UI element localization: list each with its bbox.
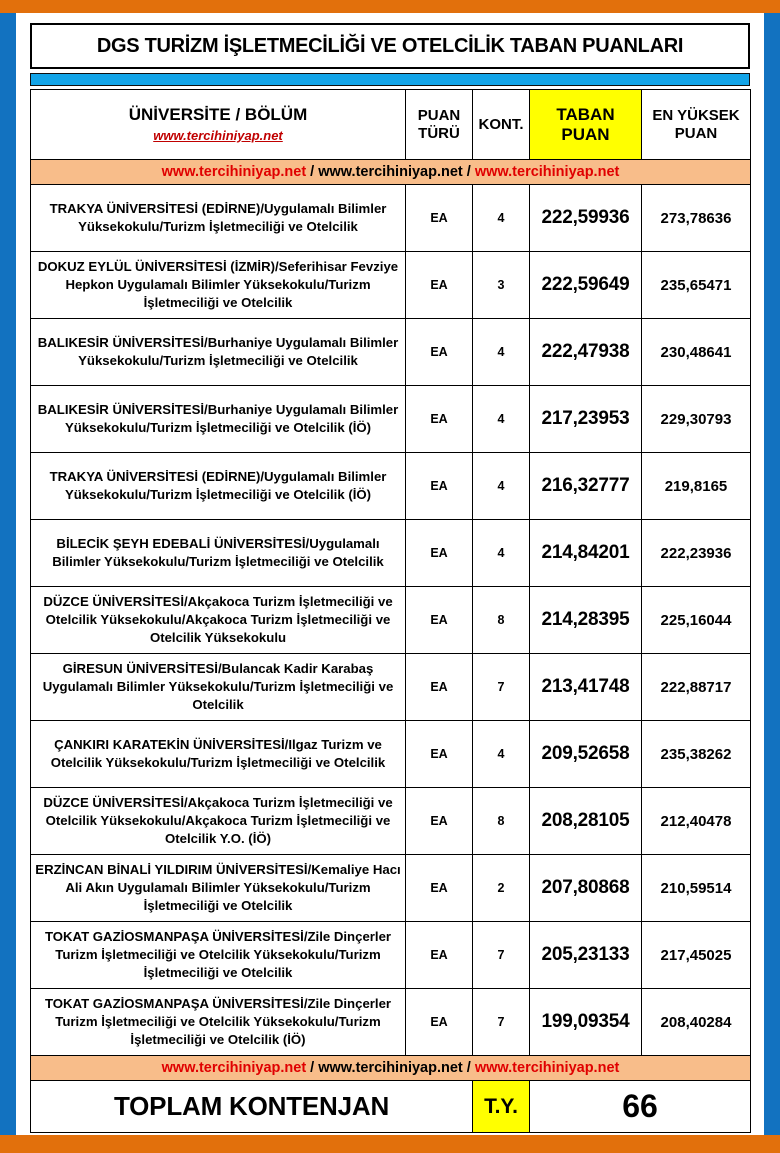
promo-url-red-2: www.tercihiniyap.net — [474, 164, 620, 180]
column-header-base-score — [530, 90, 642, 160]
promo-band-top-cell — [31, 160, 751, 185]
table-row — [31, 520, 751, 587]
promo-url-red-1: www.tercihiniyap.net — [161, 164, 307, 180]
cell-university: GİRESUN ÜNİVERSİTESİ/Bulancak Kadir Karabaş Uygulamalı Bilimler Yüksekokulu/Turizm İşletmeciliği ve Otelcilik — [31, 654, 406, 721]
table-row — [31, 788, 751, 855]
promo-sep-1: / — [306, 164, 319, 180]
scores-table — [30, 89, 751, 1133]
cell-max-score: 217,45025 — [642, 922, 751, 989]
decorative-top-band — [0, 0, 780, 13]
cell-university: BİLECİK ŞEYH EDEBALİ ÜNİVERSİTESİ/Uygulamalı Bilimler Yüksekokulu/Turizm İşletmeciliği ve Otelcilik — [31, 520, 406, 587]
promo-band-top-text — [162, 1060, 620, 1076]
cell-max-score: 208,40284 — [642, 989, 751, 1056]
promo-sep-2: / — [462, 1060, 475, 1076]
cell-quota: 7 — [473, 989, 530, 1056]
cell-university: ERZİNCAN BİNALİ YILDIRIM ÜNİVERSİTESİ/Kemaliye Hacı Ali Akın Uygulamalı Bilimler Yüksekokulu/Turizm İşletmeciliği ve Otelcilik — [31, 855, 406, 922]
cell-score-type: EA — [406, 922, 473, 989]
cell-base-score: 222,59936 — [530, 185, 642, 252]
cell-score-type: EA — [406, 453, 473, 520]
promo-band-bottom-cell — [31, 1056, 751, 1081]
column-header-university — [31, 90, 406, 160]
cyan-divider — [30, 73, 750, 86]
table-body — [31, 160, 751, 1133]
cell-quota: 4 — [473, 185, 530, 252]
cell-university: TRAKYA ÜNİVERSİTESİ (EDİRNE)/Uygulamalı Bilimler Yüksekokulu/Turizm İşletmeciliği ve Otelcilik (İÖ) — [31, 453, 406, 520]
page-title-text: DGS TURİZM İŞLETMECİLİĞİ VE OTELCİLİK TABAN PUANLARI — [96, 34, 684, 57]
decorative-bottom-band — [0, 1135, 780, 1153]
table-row — [31, 252, 751, 319]
cell-score-type: EA — [406, 319, 473, 386]
table-row — [31, 453, 751, 520]
cell-score-type: EA — [406, 587, 473, 654]
cell-university: BALIKESİR ÜNİVERSİTESİ/Burhaniye Uygulamalı Bilimler Yüksekokulu/Turizm İşletmeciliği ve Otelcilik (İÖ) — [31, 386, 406, 453]
cell-base-score: 205,23133 — [530, 922, 642, 989]
cell-base-score: 217,23953 — [530, 386, 642, 453]
cell-score-type: EA — [406, 185, 473, 252]
cell-quota: 2 — [473, 855, 530, 922]
column-header-score-type — [406, 90, 473, 160]
cell-score-type: EA — [406, 520, 473, 587]
column-header-base-score-line2: PUAN — [561, 124, 610, 144]
column-header-max-score — [642, 90, 751, 160]
promo-url-red-2: www.tercihiniyap.net — [474, 1060, 620, 1076]
column-header-university-site: www.tercihiniyap.net — [153, 127, 283, 143]
cell-university: DOKUZ EYLÜL ÜNİVERSİTESİ (İZMİR)/Seferihisar Fevziye Hepkon Uygulamalı Bilimler Yüksekokulu/Turizm İşletmeciliği ve Otelcilik — [31, 252, 406, 319]
promo-band-bottom — [31, 1056, 751, 1081]
promo-band-top — [31, 160, 751, 185]
cell-university: TOKAT GAZİOSMANPAŞA ÜNİVERSİTESİ/Zile Dinçerler Turizm İşletmeciliği ve Otelcilik Yüksekokulu/Turizm İşletmeciliği ve Otelcilik — [31, 922, 406, 989]
cell-max-score: 222,88717 — [642, 654, 751, 721]
table-row — [31, 855, 751, 922]
total-label: TOPLAM KONTENJAN — [31, 1081, 473, 1133]
promo-sep-1: / — [306, 1060, 319, 1076]
column-header-base-score-line1: TABAN — [556, 104, 615, 124]
total-value: 66 — [530, 1081, 751, 1133]
cell-quota: 4 — [473, 319, 530, 386]
cell-base-score: 199,09354 — [530, 989, 642, 1056]
table-row — [31, 721, 751, 788]
cell-score-type: EA — [406, 654, 473, 721]
cell-score-type: EA — [406, 855, 473, 922]
column-header-university-label: ÜNİVERSİTE / BÖLÜM — [128, 105, 308, 125]
cell-base-score: 208,28105 — [530, 788, 642, 855]
decorative-right-band — [764, 13, 780, 1135]
cell-score-type: EA — [406, 989, 473, 1056]
cell-university: BALIKESİR ÜNİVERSİTESİ/Burhaniye Uygulamalı Bilimler Yüksekokulu/Turizm İşletmeciliği ve Otelcilik — [31, 319, 406, 386]
cell-quota: 4 — [473, 453, 530, 520]
cell-base-score: 214,28395 — [530, 587, 642, 654]
decorative-left-band — [0, 13, 16, 1135]
column-header-max-score-line2: PUAN — [674, 124, 718, 142]
cell-max-score: 235,65471 — [642, 252, 751, 319]
cell-max-score: 212,40478 — [642, 788, 751, 855]
cell-max-score: 235,38262 — [642, 721, 751, 788]
table-row — [31, 989, 751, 1056]
page-title — [30, 23, 750, 69]
promo-band-top-text — [162, 164, 620, 180]
cell-quota: 7 — [473, 922, 530, 989]
total-row — [31, 1081, 751, 1133]
cell-max-score: 225,16044 — [642, 587, 751, 654]
promo-url-black: www.tercihiniyap.net — [318, 1060, 463, 1076]
cell-base-score: 213,41748 — [530, 654, 642, 721]
cell-max-score: 273,78636 — [642, 185, 751, 252]
cell-university: ÇANKIRI KARATEKİN ÜNİVERSİTESİ/Ilgaz Turizm ve Otelcilik Yüksekokulu/Turizm İşletmeciliği ve Otelcilik — [31, 721, 406, 788]
total-score-type: T.Y. — [473, 1081, 530, 1133]
cell-score-type: EA — [406, 252, 473, 319]
promo-url-black: www.tercihiniyap.net — [318, 164, 463, 180]
cell-max-score: 230,48641 — [642, 319, 751, 386]
column-header-quota: KONT. — [473, 90, 530, 160]
cell-university: TOKAT GAZİOSMANPAŞA ÜNİVERSİTESİ/Zile Dinçerler Turizm İşletmeciliği ve Otelcilik Yüksekokulu/Turizm İşletmeciliği ve Otelcilik (İÖ) — [31, 989, 406, 1056]
cell-base-score: 216,32777 — [530, 453, 642, 520]
cell-university: TRAKYA ÜNİVERSİTESİ (EDİRNE)/Uygulamalı Bilimler Yüksekokulu/Turizm İşletmeciliği ve Otelcilik — [31, 185, 406, 252]
content-area — [16, 13, 764, 1135]
cell-quota: 8 — [473, 587, 530, 654]
table-row — [31, 922, 751, 989]
cell-base-score: 222,47938 — [530, 319, 642, 386]
cell-university: DÜZCE ÜNİVERSİTESİ/Akçakoca Turizm İşletmeciliği ve Otelcilik Yüksekokulu/Akçakoca Turizm İşletmeciliği ve Otelcilik Yüksekokulu — [31, 587, 406, 654]
cell-max-score: 210,59514 — [642, 855, 751, 922]
cell-quota: 7 — [473, 654, 530, 721]
table-row — [31, 185, 751, 252]
cell-university: DÜZCE ÜNİVERSİTESİ/Akçakoca Turizm İşletmeciliği ve Otelcilik Yüksekokulu/Akçakoca Turizm İşletmeciliği ve Otelcilik Y.O. (İÖ) — [31, 788, 406, 855]
cell-quota: 8 — [473, 788, 530, 855]
column-header-score-type-line1: PUAN — [417, 107, 461, 125]
cell-score-type: EA — [406, 721, 473, 788]
cell-quota: 4 — [473, 386, 530, 453]
cell-quota: 4 — [473, 520, 530, 587]
cell-max-score: 219,8165 — [642, 453, 751, 520]
cell-base-score: 214,84201 — [530, 520, 642, 587]
cell-max-score: 229,30793 — [642, 386, 751, 453]
promo-sep-2: / — [462, 164, 475, 180]
cell-base-score: 207,80868 — [530, 855, 642, 922]
cell-score-type: EA — [406, 386, 473, 453]
cell-score-type: EA — [406, 788, 473, 855]
table-row — [31, 587, 751, 654]
table-row — [31, 319, 751, 386]
cell-base-score: 222,59649 — [530, 252, 642, 319]
cell-quota: 3 — [473, 252, 530, 319]
table-row — [31, 386, 751, 453]
promo-url-red-1: www.tercihiniyap.net — [161, 1060, 307, 1076]
table-header-row — [31, 90, 751, 160]
cell-max-score: 222,23936 — [642, 520, 751, 587]
cell-quota: 4 — [473, 721, 530, 788]
table-row — [31, 654, 751, 721]
cell-base-score: 209,52658 — [530, 721, 642, 788]
column-header-max-score-line1: EN YÜKSEK — [652, 107, 740, 125]
column-header-score-type-line2: TÜRÜ — [418, 124, 460, 142]
